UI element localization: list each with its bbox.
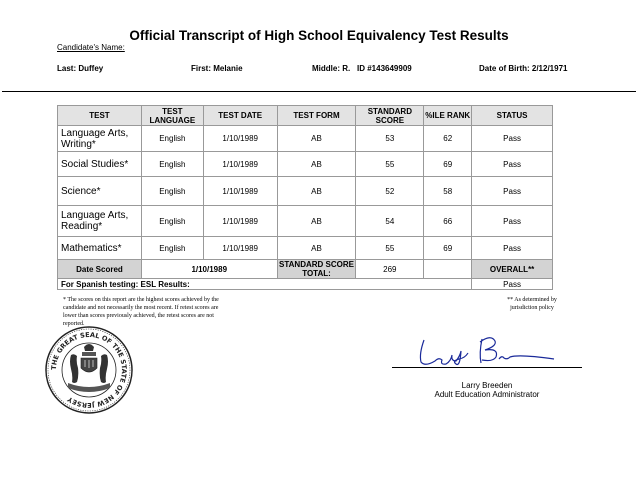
test-date: 1/10/1989 [203, 152, 277, 177]
percentile-rank: 69 [424, 152, 472, 177]
test-form: AB [277, 206, 356, 237]
summary-empty-cell [424, 260, 472, 279]
middle-name: Middle: R. [312, 64, 351, 73]
test-status: Pass [472, 206, 553, 237]
header-percentile-rank: %ILE RANK [424, 106, 472, 126]
percentile-rank: 58 [424, 177, 472, 206]
test-form: AB [277, 237, 356, 260]
first-name: First: Melanie [191, 64, 243, 73]
test-name: Language Arts, Writing* [58, 126, 142, 152]
test-date: 1/10/1989 [203, 126, 277, 152]
test-date: 1/10/1989 [203, 177, 277, 206]
test-language: English [141, 177, 203, 206]
standard-score: 55 [356, 237, 424, 260]
summary-row [58, 260, 553, 279]
header-divider [2, 91, 636, 92]
test-language: English [141, 206, 203, 237]
test-status: Pass [472, 177, 553, 206]
test-date: 1/10/1989 [203, 237, 277, 260]
header-test-date: TEST DATE [203, 106, 277, 126]
standard-score: 53 [356, 126, 424, 152]
header-standard-score: STANDARD SCORE [356, 106, 424, 126]
test-status: Pass [472, 152, 553, 177]
jurisdiction-footnote: ** As determined by jurisdiction policy [507, 297, 557, 311]
highest-scores-footnote: * The scores on this report are the highest scores achieved by the candidate and not necessarily the most recent. If retest scores are lower than scores previously achieved, the retest scores are not reported. [63, 297, 219, 327]
percentile-rank: 62 [424, 126, 472, 152]
date-of-birth: Date of Birth: 2/12/1971 [479, 64, 568, 73]
date-scored-value: 1/10/1989 [141, 260, 277, 279]
test-status: Pass [472, 126, 553, 152]
table-row [58, 177, 553, 206]
test-form: AB [277, 152, 356, 177]
test-name: Science* [58, 177, 142, 206]
table-row [58, 206, 553, 237]
test-name: Language Arts, Reading* [58, 206, 142, 237]
test-language: English [141, 237, 203, 260]
test-language: English [141, 126, 203, 152]
test-name: Mathematics* [58, 237, 142, 260]
header-test-language: TEST LANGUAGE [141, 106, 203, 126]
test-status: Pass [472, 237, 553, 260]
state-seal-icon [44, 325, 134, 415]
standard-score: 52 [356, 177, 424, 206]
transcript-title: Official Transcript of High School Equivalency Test Results [129, 28, 509, 43]
percentile-rank: 69 [424, 237, 472, 260]
percentile-rank: 66 [424, 206, 472, 237]
test-date: 1/10/1989 [203, 206, 277, 237]
overall-label: OVERALL** [472, 260, 553, 279]
signatory-title: Adult Education Administrator [434, 390, 540, 399]
table-header-row [58, 106, 553, 126]
esl-label: For Spanish testing: ESL Results: [58, 279, 472, 290]
test-language: English [141, 152, 203, 177]
esl-status: Pass [472, 279, 553, 290]
candidate-id: ID #143649909 [357, 64, 412, 73]
header-test-form: TEST FORM [277, 106, 356, 126]
standard-score: 55 [356, 152, 424, 177]
signatory-block [392, 381, 582, 399]
signatory-name: Larry Breeden [461, 381, 513, 390]
score-total-value: 269 [356, 260, 424, 279]
test-name: Social Studies* [58, 152, 142, 177]
standard-score: 54 [356, 206, 424, 237]
score-total-label: STANDARD SCORE TOTAL: [279, 260, 354, 278]
table-row [58, 237, 553, 260]
test-form: AB [277, 177, 356, 206]
signature-line [392, 367, 582, 368]
table-row [58, 126, 553, 152]
last-name: Last: Duffey [57, 64, 104, 73]
test-form: AB [277, 126, 356, 152]
esl-row [58, 279, 553, 290]
candidate-name-label: Candidate's Name: [57, 43, 125, 52]
scores-table [57, 105, 553, 290]
table-row [58, 152, 553, 177]
seal-text: THE GREAT SEAL OF THE STATE OF NEW JERSEY [49, 330, 129, 410]
signature-icon [410, 330, 560, 372]
header-test: TEST [58, 106, 142, 126]
header-status: STATUS [472, 106, 553, 126]
date-scored-label: Date Scored [58, 260, 142, 279]
